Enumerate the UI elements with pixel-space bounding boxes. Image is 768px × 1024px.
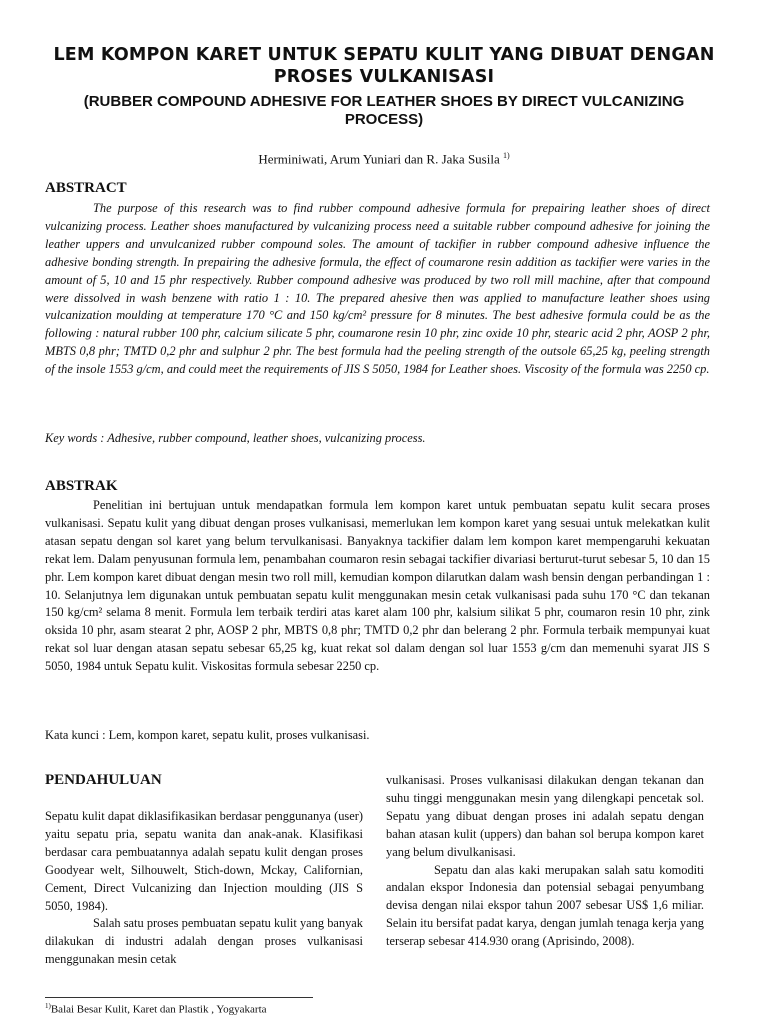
intro-paragraph-2: Salah satu proses pembuatan sepatu kulit yang banyak dilakukan di industri adalah dengan proses vulkanisasi menggunakan mesin cetak <box>45 916 363 967</box>
footnote <box>45 1002 267 1016</box>
intro-paragraph-4: Sepatu dan alas kaki merupakan salah satu komoditi andalan ekspor Indonesia dan potensial sebagai penyumbang devisa dengan nilai ekspor tahun 2007 sebesar US$ 1,6 miliar. Selain itu bersifat padat karya, dengan jumlah tenaga kerja yang terserap sebesar 414.930 orang (Aprisindo, 2008). <box>386 862 704 949</box>
abstract-heading: ABSTRACT <box>45 180 127 196</box>
author-line <box>140 151 628 167</box>
abstract-body <box>45 200 710 379</box>
intro-paragraph-1: Sepatu kulit dapat diklasifikasikan berdasar penggunanya (user) yaitu sepatu pria, sepatu wanita dan anak-anak. Klasifikasi berdasar cara pembuatannya adalah sepatu kulit dengan proses Goodyear welt, Silhouwelt, Stich-down, Mckay, Californian, Cement, Direct Vulcanizing dan Injection moulding (JIS S 5050, 1984). <box>45 809 363 913</box>
section-heading-pendahuluan: PENDAHULUAN <box>45 772 162 788</box>
abstrak-keywords: Kata kunci : Lem, kompon karet, sepatu kulit, proses vulkanisasi. <box>45 728 370 742</box>
author-affiliation-marker: 1) <box>503 151 510 160</box>
abstrak-paragraph: Penelitian ini bertujuan untuk mendapatkan formula lem kompon karet untuk pembuatan sepatu kulit secara proses vulkanisasi. Sepatu kulit yang dibuat dengan proses vulkanisasi, memerlukan lem kompon karet yang sesuai untuk melekatkan kulit atasan sepatu dengan sol karet yang belum tervulkanisasi. Banyaknya tackifier dalam lem kompon karet mempengaruhi kekuatan rekat lem. Dalam penyusunan formula lem, penambahan coumaron resin sebagai tackifier divariasi berturut-turut sebesar 5, 10 dan 15 phr. Lem kompon karet dibuat dengan mesin two roll mill, kemudian kompon dilarutkan dalam wash bensin dengan perbandingan 1 : 10. Selanjutnya lem digunakan untuk pembuatan sepatu kulit menggunakan mesin cetak vulkanisasi pada suhu 170 °C dan tekanan 150 kg/cm² selama 8 menit. Formula lem terbaik terdiri atas karet alam 100 phr, kalsium silikat 5 phr, coumaron resin 10 phr, zink oksida 10 phr, asam stearat 2 phr, AOSP 2 phr, MBTS 0,8 phr; TMTD 0,2 phr dan belerang 2 phr. Formula terbaik mempunyai kuat rekat sol luar dengan atasan sepatu sebesar 65,25 kg, kuat rekat sol dalam dengan sol luar 1553 g/cm dan memenuhi syarat JIS S 5050, 1984 untuk Sepatu kulit. Viskositas formula sebesar 2250 cp. <box>45 498 710 674</box>
abstract-paragraph: The purpose of this research was to find rubber compound adhesive formula for prepairing leather shoes of direct vulcanizing process. Leather shoes manufactured by vulcanizing process need a suitable rubber compound adhesive for joining the leather uppers and unvulcanized rubber compound soles. The amount of tackifier in rubber compound adhesive influence the adhesive bonding strength. In prepairing the adhesive formula, the effect of coumarone resin addition as tackifier were varies in the amount of 5, 10 and 15 phr respectively. Rubber compound adhesive was produced by two roll mill machine, after that compound were dissolved in wash benzene with ratio 1 : 10. The prepared ahesive then was applied to manufacture leather shoes using vulcanization moulding at temperature 170 °C and 150 kg/cm² pressure for 8 minutes. The best adhesive formula could be as the following : natural rubber 100 phr, calcium silicate 5 phr, coumarone resin 10 phr, zinc oxide 10 phr, stearic acid 2 phr, AOSP 2 phr, MBTS 0,8 phr; TMTD 0,2 phr and sulphur 2 phr. The best formula had the peeling strength of the outsole 65,25 kg, peeling strength of the insole 1553 g/cm, and could meet the requirements of JIS S 5050, 1984 for Leather shoes. Viscosity of the formula was 2250 cp. <box>45 201 710 377</box>
paper-title-english: (RUBBER COMPOUND ADHESIVE FOR LEATHER SHOES BY DIRECT VULCANIZING PROCESS) <box>83 93 685 128</box>
footnote-divider <box>45 997 313 998</box>
abstrak-heading: ABSTRAK <box>45 478 118 494</box>
abstract-keywords: Key words : Adhesive, rubber compound, leather shoes, vulcanizing process. <box>45 431 426 445</box>
footnote-marker: 1) <box>45 1002 51 1010</box>
paper-title: LEM KOMPON KARET UNTUK SEPATU KULIT YANG DIBUAT DENGAN PROSES VULKANISASI <box>53 45 715 87</box>
footnote-text: Balai Besar Kulit, Karet dan Plastik , Yogyakarta <box>50 1003 267 1016</box>
abstrak-body <box>45 497 710 676</box>
right-column <box>386 772 704 951</box>
intro-paragraph-3: vulkanisasi. Proses vulkanisasi dilakukan dengan tekanan dan suhu tinggi menggunakan mesin yang dilengkapi pencetak sol. Sepatu yang dibuat dengan proses ini adalah sepatu dengan bahan atasan kulit (uppers) dan bahan sol berupa kompon karet yang belum divulkanisasi. <box>386 773 704 859</box>
author-names: Herminiwati, Arum Yuniari dan R. Jaka Susila <box>258 151 500 167</box>
left-column <box>45 808 363 969</box>
